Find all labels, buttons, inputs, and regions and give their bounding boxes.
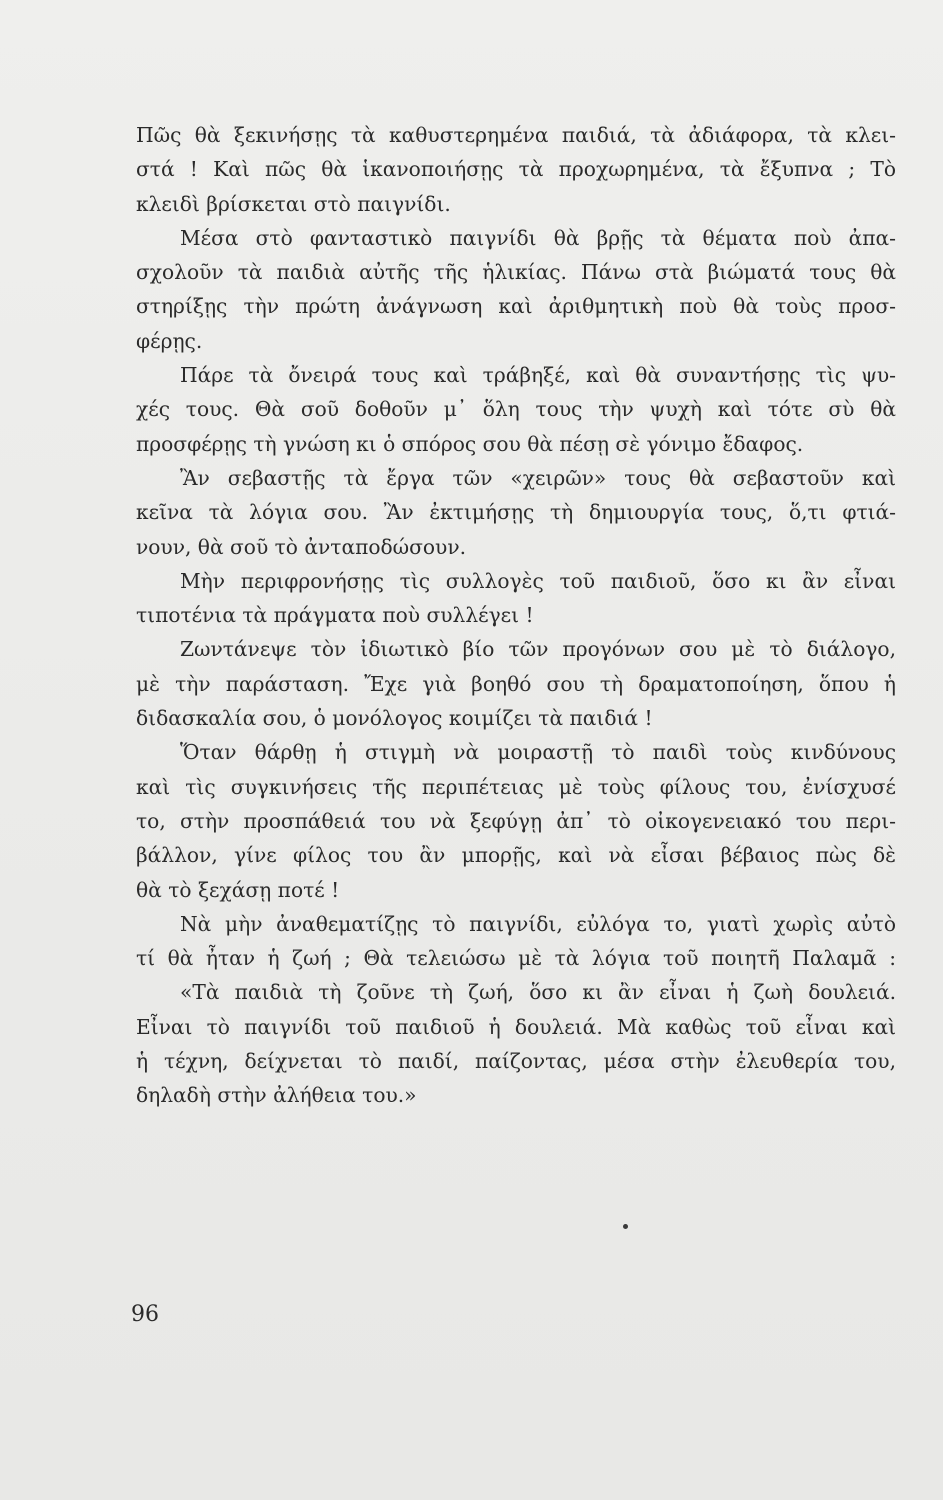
text-line: δηλαδὴ στὴν ἀλήθεια του.» — [136, 1083, 417, 1108]
body-text — [136, 118, 896, 1113]
text-line: σχολοῦν τὰ παιδιὰ αὐτῆς τῆς ἡλικίας. Πάνω στὰ βιώματά τους θὰ — [136, 260, 896, 285]
text-line: τιποτένια τὰ πράγματα ποὺ συλλέγει ! — [136, 603, 534, 628]
text-line: Ἂν σεβαστῇς τὰ ἔργα τῶν «χειρῶν» τους θὰ σεβαστοῦν καὶ — [180, 465, 896, 490]
print-speck — [623, 1224, 628, 1229]
text-line: Εἶναι τὸ παιγνίδι τοῦ παιδιοῦ ἡ δουλειά. Μὰ καθὼς τοῦ εἶναι καὶ — [136, 1014, 896, 1039]
text-line: Νὰ μὴν ἀναθεματίζῃς τὸ παιγνίδι, εὐλόγα το, γιατὶ χωρὶς αὐτὸ — [180, 911, 896, 936]
text-line: θὰ τὸ ξεχάσῃ ποτέ ! — [136, 877, 340, 902]
text-line: στά ! Καὶ πῶς θὰ ἱκανοποιήσῃς τὰ προχωρημένα, τὰ ἔξυπνα ; Τὸ — [136, 157, 896, 182]
text-line: βάλλον, γίνε φίλος του ἂν μπορῇς, καὶ νὰ εἶσαι βέβαιος πὼς δὲ — [136, 843, 896, 868]
text-line: Μέσα στὸ φανταστικὸ παιγνίδι θὰ βρῇς τὰ θέματα ποὺ ἀπα- — [180, 225, 896, 250]
text-line: Μὴν περιφρονήσῃς τὶς συλλογὲς τοῦ παιδιοῦ, ὅσο κι ἂν εἶναι — [180, 568, 896, 593]
text-line: κεῖνα τὰ λόγια σου. Ἂν ἐκτιμήσῃς τὴ δημιουργία τους, ὅ,τι φτιά- — [136, 500, 896, 525]
text-line: προσφέρῃς τὴ γνώση κι ὁ σπόρος σου θὰ πέσῃ σὲ γόνιμο ἔδαφος. — [136, 431, 804, 456]
text-line: Πάρε τὰ ὄνειρά τους καὶ τράβηξέ, καὶ θὰ συναντήσῃς τὶς ψυ- — [180, 363, 896, 388]
text-line: τί θὰ ἦταν ἡ ζωή ; Θὰ τελειώσω μὲ τὰ λόγια τοῦ ποιητῆ Παλαμᾶ : — [136, 946, 896, 971]
text-line: κλειδὶ βρίσκεται στὸ παιγνίδι. — [136, 191, 451, 216]
text-line: Ζωντάνεψε τὸν ἰδιωτικὸ βίο τῶν προγόνων σου μὲ τὸ διάλογο, — [180, 637, 896, 662]
text-line: καὶ τὶς συγκινήσεις τῆς περιπέτειας μὲ τοὺς φίλους του, ἐνίσχυσέ — [136, 774, 896, 799]
text-line: το, στὴν προσπάθειά του νὰ ξεφύγῃ ἀπ᾽ τὸ οἰκογενειακό του περι- — [136, 808, 896, 833]
page-number: 96 — [131, 1302, 159, 1327]
text-line: διδασκαλία σου, ὁ μονόλογος κοιμίζει τὰ παιδιά ! — [136, 706, 653, 731]
text-line: Πῶς θὰ ξεκινήσῃς τὰ καθυστερημένα παιδιά, τὰ ἀδιάφορα, τὰ κλει- — [136, 123, 896, 147]
text-line: στηρίξῃς τὴν πρώτη ἀνάγνωση καὶ ἀριθμητικὴ ποὺ θὰ τοὺς προσ- — [136, 294, 896, 319]
text-line: «Τὰ παιδιὰ τὴ ζοῦνε τὴ ζωή, ὅσο κι ἂν εἶναι ἡ ζωὴ δουλειά. — [180, 980, 896, 1005]
text-line: χές τους. Θὰ σοῦ δοθοῦν μ᾽ ὅλη τους τὴν ψυχὴ καὶ τότε σὺ θὰ — [136, 397, 896, 422]
text-line: μὲ τὴν παράσταση. Ἔχε γιὰ βοηθό σου τὴ δραματοποίηση, ὅπου ἡ — [136, 671, 896, 696]
text-line: νουν, θὰ σοῦ τὸ ἀνταποδώσουν. — [136, 534, 467, 559]
text-line: φέρῃς. — [136, 328, 203, 353]
text-line: Ὅταν θάρθῃ ἡ στιγμὴ νὰ μοιραστῇ τὸ παιδὶ τοὺς κινδύνους — [180, 740, 896, 765]
text-line: ἡ τέχνη, δείχνεται τὸ παιδί, παίζοντας, μέσα στὴν ἐλευθερία του, — [136, 1049, 896, 1074]
